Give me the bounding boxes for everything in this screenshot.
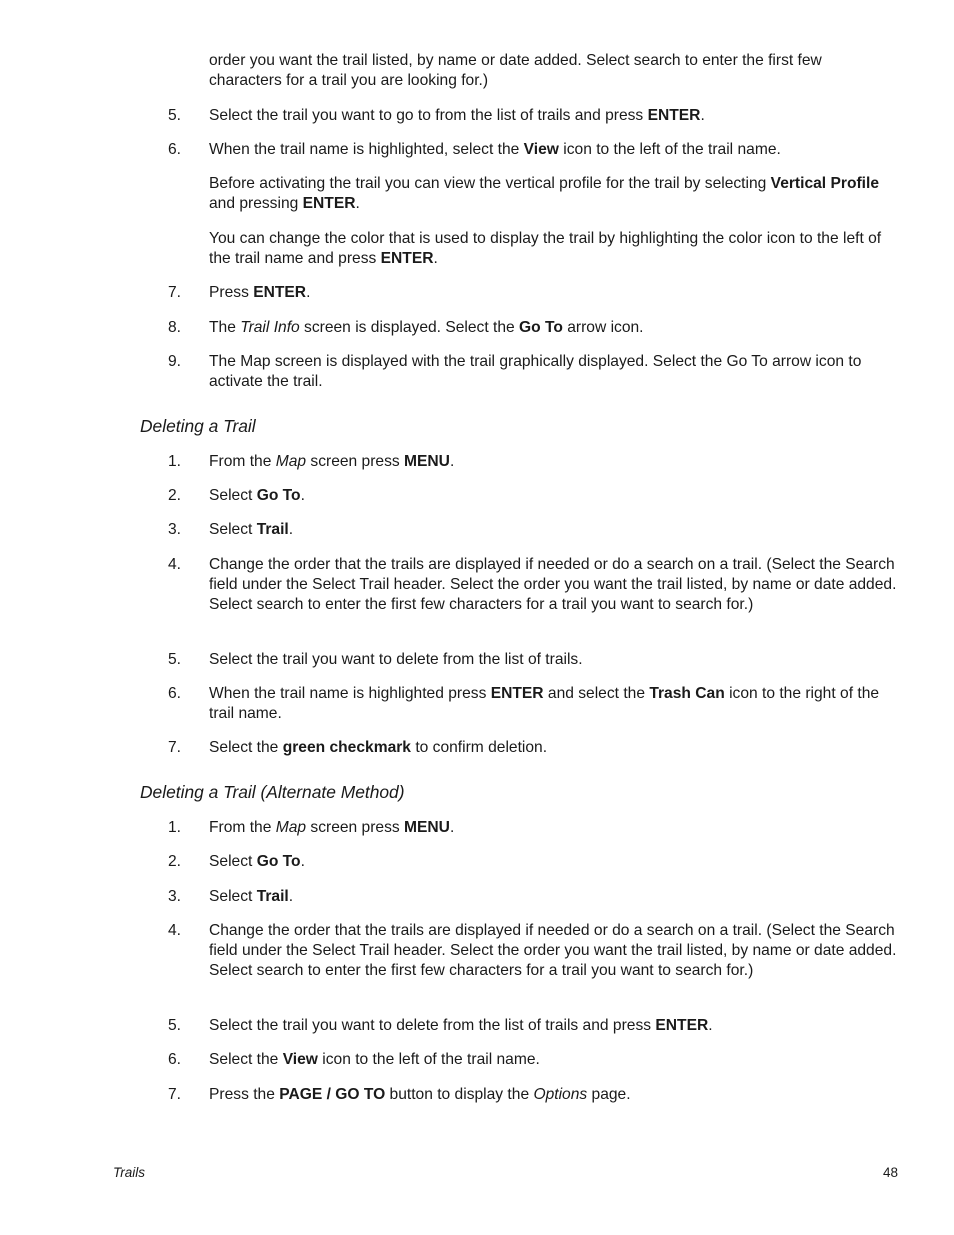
step-number: 4.: [168, 556, 182, 573]
step-text: Select the trail you want to go to from the list of trails and press ENTER.: [209, 107, 705, 124]
step-number: 4.: [168, 922, 182, 939]
step-text: Select Go To.: [209, 853, 305, 870]
step-text: Select the trail you want to delete from the list of trails.: [209, 651, 583, 668]
step-number: 6.: [168, 141, 182, 158]
step-number: 9.: [168, 353, 182, 370]
step-text: The Trail Info screen is displayed. Select the Go To arrow icon.: [209, 319, 644, 336]
step-text: Select the View icon to the left of the trail name.: [209, 1051, 540, 1068]
step-text: Select Trail.: [209, 521, 294, 538]
step-text: Press ENTER.: [209, 284, 311, 301]
intro-paragraph: [209, 51, 897, 91]
step-number: 3.: [168, 521, 182, 538]
step-number: 7.: [168, 739, 182, 756]
step-text: The Map screen is displayed with the trail graphically displayed. Select the Go To arrow icon to activate the trail.: [209, 353, 862, 391]
step-number: 1.: [168, 819, 182, 836]
step-text: From the Map screen press MENU.: [209, 453, 455, 470]
step-number: 7.: [168, 1086, 182, 1103]
step-number: 2.: [168, 487, 182, 504]
step-number: 5.: [168, 1017, 182, 1034]
step-text: Select the trail you want to delete from the list of trails and press ENTER.: [209, 1017, 713, 1034]
step-text: Change the order that the trails are displayed if needed or do a search on a trail. (Select the Search field under the Select Trail header. Select the order you want the trail listed, by name or date added. Select search to enter the first few characters for a trail you want to search for.): [209, 922, 897, 980]
note-paragraph: Before activating the trail you can view the vertical profile for the trail by selecting Vertical Profile and pressing ENTER.: [209, 175, 879, 213]
step-number: 6.: [168, 685, 182, 702]
step-text: Select Go To.: [209, 487, 305, 504]
step-number: 7.: [168, 284, 182, 301]
step-text: When the trail name is highlighted, select the View icon to the left of the trail name.: [209, 141, 781, 158]
step-number: 5.: [168, 651, 182, 668]
step-text: Press the PAGE / GO TO button to display the Options page.: [209, 1086, 631, 1103]
step-text: Select Trail.: [209, 888, 294, 905]
step-number: 5.: [168, 107, 182, 124]
note-paragraph: You can change the color that is used to display the trail by highlighting the color icon to the left of the trail name and press ENTER.: [209, 230, 882, 268]
section-heading: Deleting a Trail (Alternate Method): [140, 782, 405, 802]
step-number: 2.: [168, 853, 182, 870]
step-text: From the Map screen press MENU.: [209, 819, 455, 836]
step-text: When the trail name is highlighted press ENTER and select the Trash Can icon to the right of the trail name.: [209, 685, 880, 723]
step-number: 8.: [168, 319, 182, 336]
page-number: 48: [882, 1165, 898, 1180]
footer-section-name: Trails: [113, 1165, 145, 1180]
step-number: 6.: [168, 1051, 182, 1068]
intro-text: order you want the trail listed, by name or date added. Select search to enter the first few characters for a trail you are looking for.): [209, 52, 822, 90]
step-text: Select the green checkmark to confirm deletion.: [209, 739, 548, 756]
step-text: Change the order that the trails are displayed if needed or do a search on a trail. (Select the Search field under the Select Trail header. Select the order you want the trail listed, by name or date added. Select search to enter the first few characters for a trail you want to search for.): [209, 556, 897, 614]
step-number: 1.: [168, 453, 182, 470]
section-heading: Deleting a Trail: [140, 416, 256, 436]
step-number: 3.: [168, 888, 182, 905]
